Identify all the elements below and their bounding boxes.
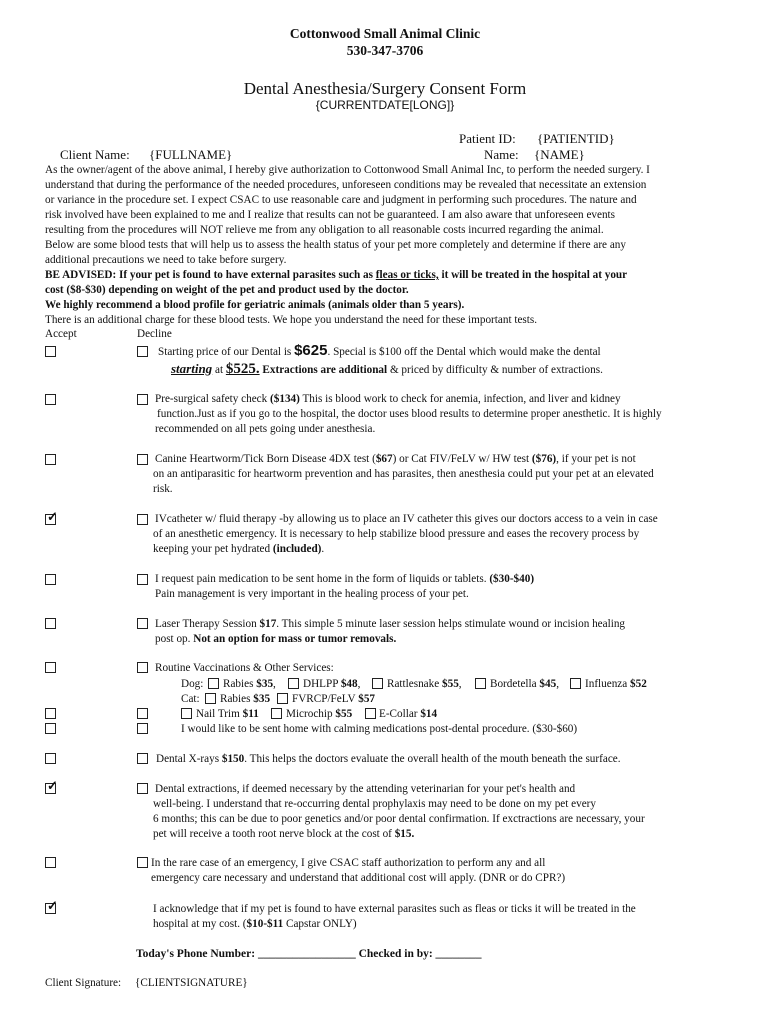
price: $45 <box>539 678 557 690</box>
intro-line: resulting from the procedures will NOT relieve me from any obligation to all reasonable costs incurred regarding the animal. <box>45 224 604 236</box>
dog-influenza <box>585 677 647 691</box>
accept-checkbox-parasites-checked[interactable] <box>45 903 56 914</box>
pain-price: ($30-$40) <box>489 573 535 585</box>
item-text: This is blood work to check for anemia, infection, and liver and kidney <box>299 393 621 405</box>
item-text: at <box>212 364 226 376</box>
dental-special-price: $525. <box>225 361 260 377</box>
dog-rabies-checkbox[interactable] <box>208 678 219 689</box>
clinic-phone: 530-347-3706 <box>346 43 424 58</box>
xray-line <box>156 752 621 766</box>
cat-rabies <box>220 692 270 706</box>
dental-line-1 <box>158 344 601 359</box>
decline-checkbox-presurgical[interactable] <box>137 394 148 405</box>
item-text: . Special is $100 off the Dental which would make the dental <box>327 346 601 358</box>
iv-line-1: IVcatheter w/ fluid therapy -by allowing us to place an IV catheter this gives our doctors access to a vein in case <box>155 513 658 525</box>
item-text: Bordetella <box>490 678 540 690</box>
cat-rabies-checkbox[interactable] <box>205 693 216 704</box>
nerve-block-price: $15. <box>394 828 415 840</box>
accept-checkbox-dental[interactable] <box>45 346 56 357</box>
be-advised-underline: fleas or ticks, <box>375 269 439 281</box>
dental-line-2 <box>171 362 603 377</box>
intro-line: additional precautions we need to take before surgery. <box>45 254 287 266</box>
decline-checkbox-dental[interactable] <box>137 346 148 357</box>
microchip <box>286 707 352 721</box>
item-text: Capstar ONLY) <box>283 918 357 930</box>
heartworm-line-2: on an antiparasitic for heartworm prevention and has parasites, then anesthesia could put your pet at an elevated <box>153 468 654 480</box>
item-text: Dental X-rays <box>156 753 222 765</box>
intro-line: Below are some blood tests that will help us to assess the health status of your pet more completely and determine if there are any <box>45 239 626 251</box>
intro-line: or variance in the procedure set. I expect CSAC to use reasonable care and judgment in performing such procedures. The nature and <box>45 194 637 206</box>
be-advised <box>45 268 627 282</box>
item-text: Rabies <box>223 678 257 690</box>
item-text: pet will receive a tooth root nerve block at the cost of <box>153 828 395 840</box>
be-advised-text: it will be treated in the hospital at your <box>438 269 628 281</box>
clinic-name: Cottonwood Small Animal Clinic <box>289 26 481 41</box>
xray-price: $150 <box>221 753 245 765</box>
price: $48 <box>340 678 358 690</box>
decline-checkbox-pain[interactable] <box>137 574 148 585</box>
item-text: hospital at my cost. ( <box>153 918 247 930</box>
client-name-value[interactable]: {FULLNAME} <box>149 147 233 162</box>
patient-id-label: Patient ID: <box>459 131 516 146</box>
accept-checkbox-heartworm[interactable] <box>45 454 56 465</box>
decline-checkbox-heartworm[interactable] <box>137 454 148 465</box>
presurgical-price: ($134) <box>270 393 300 405</box>
item-text: keeping your pet hydrated <box>153 543 273 555</box>
laser-line-1 <box>155 617 625 631</box>
dog-rattlesnake: Rattlesnake $55, <box>387 678 462 690</box>
item-text: FVRCP/FeLV <box>292 693 359 705</box>
extractions-line-4 <box>153 827 414 841</box>
item-text: . This simple 5 minute laser session helps stimulate wound or incision healing <box>276 618 626 630</box>
item-text: & priced by difficulty & number of extractions. <box>387 364 603 376</box>
extractions-line-1: Dental extractions, if deemed necessary by the attending veterinarian for your pet's health and <box>155 783 576 795</box>
iv-line-3 <box>153 542 324 556</box>
decline-checkbox-extractions[interactable] <box>137 783 148 794</box>
price: $35 <box>256 678 274 690</box>
price: $55 <box>335 708 353 720</box>
extractions-line-3: 6 months; this can be due to poor genetics and/or poor dental confirmation. If exctractions are necessary, your <box>153 813 645 825</box>
emergency-line-2: emergency care necessary and understand that additional cost will apply. (DNR or do CPR?) <box>151 872 566 884</box>
be-advised-cost: cost ($8-$30) depending on weight of the pet and product used by the doctor. <box>45 284 409 296</box>
dog-label: Dog: <box>181 678 204 690</box>
nail-trim-checkbox[interactable] <box>181 708 192 719</box>
parasites-line-1: I acknowledge that if my pet is found to have external parasites such as fleas or ticks it will be treated in the <box>153 903 636 915</box>
price: $14 <box>420 708 438 720</box>
decline-checkbox-xray[interactable] <box>137 753 148 764</box>
signature-label: Client Signature: <box>45 977 122 989</box>
item-text: , if your pet is not <box>556 453 636 465</box>
pet-name-label: Name: <box>484 147 519 162</box>
dog-bordetella: Bordetella $45, <box>490 678 559 690</box>
cat-fvrcp <box>292 692 375 706</box>
item-text: Starting price of our Dental is <box>158 346 295 358</box>
signature-value[interactable]: {CLIENTSIGNATURE} <box>135 977 248 989</box>
accept-checkbox-services[interactable] <box>45 708 56 719</box>
price: $11 <box>242 708 259 720</box>
heartworm-cat-price: ($76) <box>531 453 557 465</box>
item-text: Rabies <box>220 693 254 705</box>
patient-id-value[interactable]: {PATIENTID} <box>537 131 615 146</box>
accept-checkbox-xray[interactable] <box>45 753 56 764</box>
heartworm-line-1 <box>155 452 636 466</box>
presurgical-line-3: recommended on all pets going under anesthesia. <box>155 423 376 435</box>
ecollar <box>379 707 437 721</box>
accept-header: Accept <box>45 328 77 340</box>
parasites-line-2 <box>153 917 357 931</box>
decline-checkbox-iv[interactable] <box>137 514 148 525</box>
item-text: Laser Therapy Session <box>155 618 260 630</box>
cat-fvrcp-checkbox[interactable] <box>277 693 288 704</box>
capstar-price: $10-$11 <box>246 918 284 930</box>
pain-line-1 <box>155 572 534 586</box>
item-text: E-Collar <box>379 708 421 720</box>
dog-influenza-checkbox[interactable] <box>570 678 581 689</box>
pain-line-2: Pain management is very important in the healing process of your pet. <box>155 588 469 600</box>
heartworm-line-3: risk. <box>153 483 173 495</box>
item-text: post op. <box>155 633 194 645</box>
item-text: Pre-surgical safety check <box>155 393 271 405</box>
pet-name-value[interactable]: {NAME} <box>534 147 585 162</box>
dog-bordetella-checkbox[interactable] <box>475 678 486 689</box>
accept-checkbox-calming[interactable] <box>45 723 56 734</box>
intro-line: risk involved have been explained to me and I realize that results can not be guaranteed. I am also aware that unforeseen events <box>45 209 616 221</box>
charge-note: There is an additional charge for these blood tests. We hope you understand the need for these important tests. <box>45 314 538 326</box>
accept-checkbox-extractions-checked[interactable] <box>45 783 56 794</box>
laser-price: $17 <box>259 618 277 630</box>
intro-line: understand that during the performance of the needed procedures, unforeseen conditions may be revealed that necessitate an extension <box>45 179 647 191</box>
starting-label: starting <box>171 361 213 376</box>
accept-checkbox-laser[interactable] <box>45 618 56 629</box>
calming-medication: I would like to be sent home with calming medications post-dental procedure. ($30-$60) <box>181 723 578 735</box>
emergency-line-1: In the rare case of an emergency, I give CSAC staff authorization to perform any and all <box>151 857 546 869</box>
phone-checked-in-line[interactable]: Today's Phone Number: _________________ Checked in by: ________ <box>136 948 482 960</box>
item-text: Nail Trim <box>196 708 243 720</box>
decline-checkbox-emergency[interactable] <box>137 857 148 868</box>
be-advised-text: BE ADVISED: If your pet is found to have external parasites such as <box>45 269 376 281</box>
iv-included: (included) <box>272 543 322 555</box>
decline-checkbox-services[interactable] <box>137 708 148 719</box>
accept-checkbox-emergency[interactable] <box>45 857 56 868</box>
accept-checkbox-vaccinations[interactable] <box>45 662 56 673</box>
vaccinations-title: Routine Vaccinations & Other Services: <box>155 662 334 674</box>
decline-checkbox-calming[interactable] <box>137 723 148 734</box>
laser-note: Not an option for mass or tumor removals. <box>193 633 397 645</box>
accept-checkbox-presurgical[interactable] <box>45 394 56 405</box>
iv-line-2: of an anesthetic emergency. It is necessary to help stabilize blood pressure and eases the recovery process by <box>153 528 640 540</box>
item-text: Canine Heartworm/Tick Born Disease 4DX test ( <box>155 453 376 465</box>
extractions-line-2: well-being. I understand that re-occurring dental prophylaxis may need to be done on my pet every <box>153 798 597 810</box>
microchip-checkbox[interactable] <box>271 708 282 719</box>
intro-line: As the owner/agent of the above animal, I hereby give authorization to Cottonwood Small Animal Inc, to perform the needed surgery. I <box>45 164 650 176</box>
laser-line-2 <box>155 632 396 646</box>
dental-price: $625 <box>294 342 328 359</box>
decline-checkbox-vaccinations[interactable] <box>137 662 148 673</box>
item-text: ) or Cat FIV/FeLV w/ HW test <box>392 453 532 465</box>
accept-checkbox-pain[interactable] <box>45 574 56 585</box>
price: $55 <box>442 678 459 690</box>
decline-header: Decline <box>137 328 172 340</box>
item-text: I request pain medication to be sent home in the form of liquids or tablets. <box>155 573 490 585</box>
cat-label: Cat: <box>181 693 200 705</box>
presurgical-line-2: function.Just as if you go to the hospital, the doctor uses blood results to determine proper anesthetic. It is highly <box>157 408 662 420</box>
price: $57 <box>358 693 376 705</box>
item-text: Microchip <box>286 708 336 720</box>
form-title: Dental Anesthesia/Surgery Consent Form <box>243 79 527 98</box>
accept-checkbox-iv-checked[interactable] <box>45 514 56 525</box>
dog-dhlpp-checkbox[interactable] <box>288 678 299 689</box>
item-text: Influenza <box>585 678 631 690</box>
extractions-additional: Extractions are additional <box>259 364 388 376</box>
price: $35 <box>253 693 271 705</box>
heartworm-dog-price: $67 <box>375 453 393 465</box>
dog-rattlesnake-checkbox[interactable] <box>372 678 383 689</box>
current-date: {CURRENTDATE[LONG]} <box>315 98 455 112</box>
item-text: DHLPP <box>303 678 341 690</box>
geriatric-note: We highly recommend a blood profile for geriatric animals (animals older than 5 years). <box>45 299 465 311</box>
item-text: Rattlesnake <box>387 678 442 690</box>
dog-dhlpp: DHLPP $48, <box>303 678 361 690</box>
item-text: . <box>321 543 325 555</box>
decline-checkbox-laser[interactable] <box>137 618 148 629</box>
ecollar-checkbox[interactable] <box>365 708 376 719</box>
nail-trim <box>196 707 259 721</box>
price: $52 <box>630 678 647 690</box>
dog-rabies: Rabies $35, <box>223 678 276 690</box>
presurgical-line-1 <box>155 392 621 406</box>
item-text: . This helps the doctors evaluate the overall health of the mouth beneath the surface. <box>244 753 621 765</box>
client-name-label: Client Name: <box>60 147 130 162</box>
